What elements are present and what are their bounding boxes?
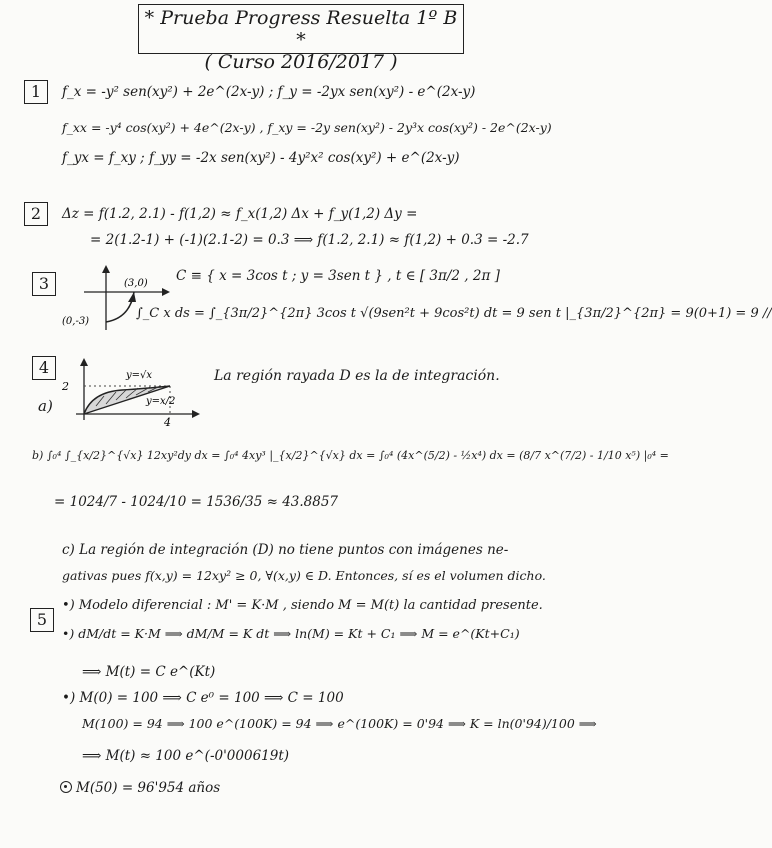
- problem-5-line-5: M(100) = 94 ⟹ 100 e^(100K) = 94 ⟹ e^(100K) = 0'94 ⟹ K = ln(0'94)/100 ⟹: [82, 716, 597, 731]
- title-line-1: * Prueba Progress Resuelta 1º B *: [144, 7, 458, 51]
- problem-4-region-sketch: [62, 358, 202, 428]
- problem-3-line-1: C ≡ { x = 3cos t ; y = 3sen t } , t ∈ [ 3π/2 , 2π ]: [176, 268, 500, 284]
- problem-1-line-1: f_x = -y² sen(xy²) + 2e^(2x-y) ; f_y = -2yx sen(xy²) - e^(2x-y): [62, 84, 476, 100]
- problem-4-part-a: a): [38, 397, 53, 415]
- problem-4-line-c2: gativas pues f(x,y) = 12xy² ≥ 0, ∀(x,y) ∈ D. Entonces, sí es el volumen dicho.: [62, 568, 546, 583]
- problem-4-line-result: = 1024/7 - 1024/10 = 1536/35 ≈ 43.8857: [54, 494, 339, 510]
- problem-5-final: [60, 780, 220, 796]
- problem-3-number: 3: [32, 272, 56, 296]
- y-axis-arrow: [102, 265, 110, 273]
- problem-4-number: 4: [32, 356, 56, 380]
- region-upper-label: y=√x: [126, 370, 153, 381]
- problem-5-line-7: M(50) = 96'954 años: [76, 780, 221, 796]
- problem-2-number: 2: [24, 202, 48, 226]
- problem-4-note: La región rayada D es la de integración.: [214, 368, 500, 384]
- problem-5-line-3: ⟹ M(t) = C e^(Kt): [82, 664, 216, 680]
- sketch-neg-label: (0,-3): [62, 316, 90, 327]
- problem-5-line-2: •) dM/dt = K·M ⟹ dM/M = K dt ⟹ ln(M) = Kt + C₁ ⟹ M = e^(Kt+C₁): [62, 626, 520, 641]
- problem-5-number: 5: [30, 608, 54, 632]
- problem-4-line-b: b) ∫₀⁴ ∫_{x/2}^{√x} 12xy²dy dx = ∫₀⁴ 4xy³ |_{x/2}^{√x} dx = ∫₀⁴ (4x^(5/2) - ½x⁴) dx = (8/7 x^(7/2) - 1/10 x⁵) |₀⁴ =: [32, 449, 669, 462]
- x-axis-arrow: [162, 288, 170, 296]
- problem-1-number: 1: [24, 80, 48, 104]
- problem-2-line-2: = 2(1.2-1) + (-1)(2.1-2) = 0.3 ⟹ f(1.2, 2.1) ≈ f(1,2) + 0.3 = -2.7: [90, 232, 529, 248]
- problem-4-line-c1: c) La región de integración (D) no tiene puntos con imágenes ne-: [62, 542, 509, 558]
- circled-dot-icon: [60, 781, 72, 793]
- problem-5-line-6: ⟹ M(t) ≈ 100 e^(-0'000619t): [82, 748, 290, 764]
- region-x-tick: 4: [164, 416, 171, 429]
- region-lower-label: y=x/2: [146, 396, 176, 407]
- problem-3-curve-sketch: [62, 262, 172, 334]
- problem-3-line-2: ∫_C x ds = ∫_{3π/2}^{2π} 3cos t √(9sen²t + 9cos²t) dt = 9 sen t |_{3π/2}^{2π} = 9(0+1) = 9 //: [136, 306, 772, 321]
- sketch-point-label: (3,0): [124, 278, 148, 289]
- region-y-tick: 2: [62, 380, 69, 393]
- problem-1-line-2: f_xx = -y⁴ cos(xy²) + 4e^(2x-y) , f_xy = -2y sen(xy²) - 2y³x cos(xy²) - 2e^(2x-y): [62, 120, 552, 135]
- problem-5-line-1: •) Modelo diferencial : M' = K·M , siendo M = M(t) la cantidad presente.: [62, 598, 543, 613]
- problem-1-line-3: f_yx = f_xy ; f_yy = -2x sen(xy²) - 4y²x² cos(xy²) + e^(2x-y): [62, 150, 460, 166]
- quarter-arc: [106, 292, 134, 322]
- arc-arrow: [128, 292, 136, 302]
- problem-5-line-4: •) M(0) = 100 ⟹ C e⁰ = 100 ⟹ C = 100: [62, 690, 344, 706]
- title-box: [138, 4, 464, 73]
- title-line-2: ( Curso 2016/2017 ): [204, 51, 398, 73]
- problem-2-line-1: Δz = f(1.2, 2.1) - f(1,2) ≈ f_x(1,2) Δx + f_y(1,2) Δy =: [62, 206, 418, 222]
